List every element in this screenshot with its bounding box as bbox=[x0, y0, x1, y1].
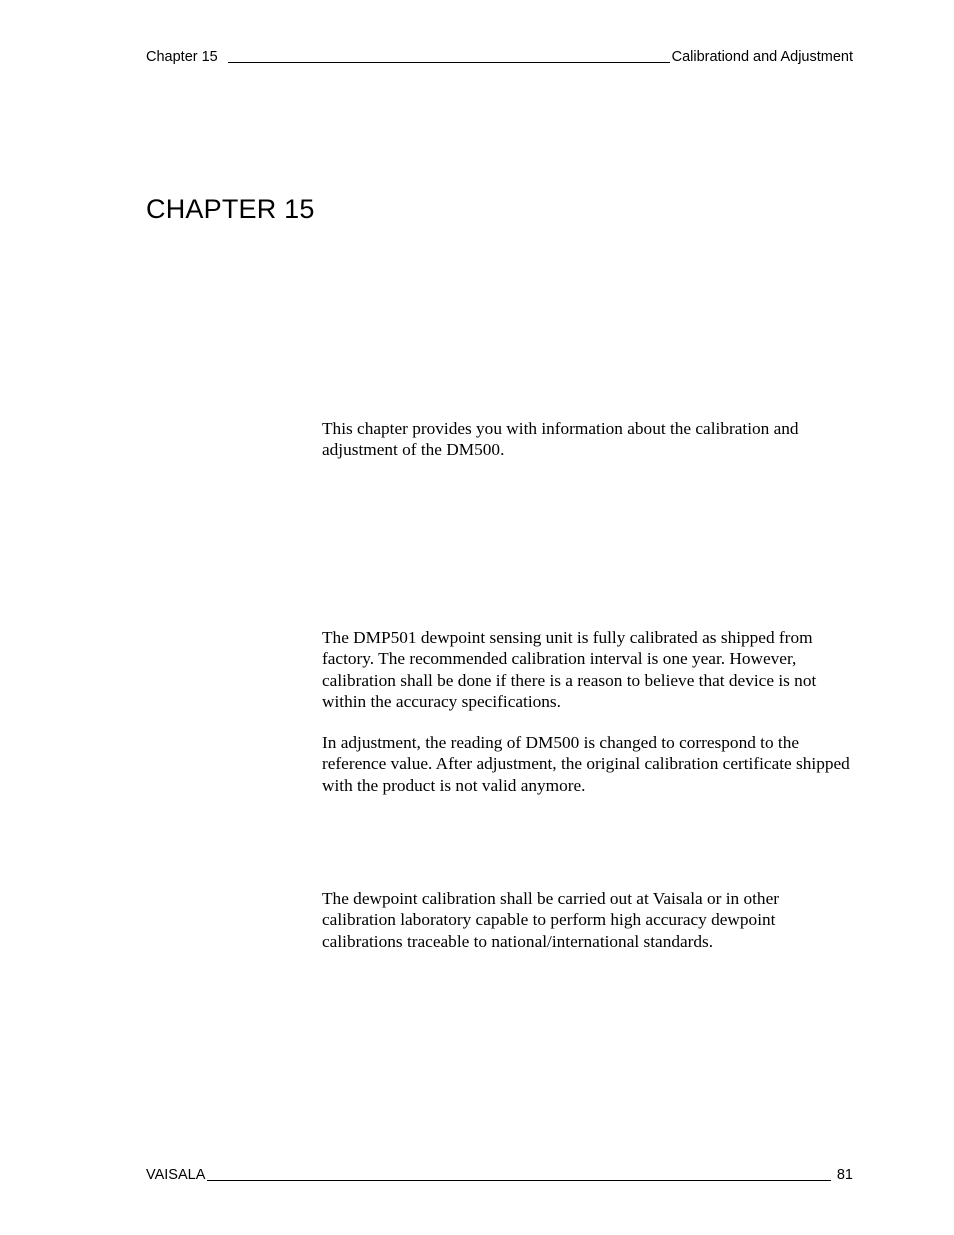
page-footer bbox=[146, 1166, 853, 1184]
sensing-unit-paragraph: The DMP501 dewpoint sensing unit is fully calibrated as shipped from factory. The recommended calibration interval is one year. However, calibration shall be done if there is a reason to believe that device is not within the accuracy specifications. bbox=[322, 628, 817, 711]
intro-paragraph: This chapter provides you with information about the calibration and adjustment of the DM500. bbox=[322, 419, 799, 460]
chapter-heading: CHAPTER 15 bbox=[146, 194, 315, 224]
header-rule bbox=[228, 62, 670, 63]
page-number: 81 bbox=[836, 1167, 853, 1183]
header-section-title: Calibrationd and Adjustment bbox=[671, 49, 853, 65]
footer-company: VAISALA bbox=[146, 1167, 206, 1183]
adjustment-paragraph: In adjustment, the reading of DM500 is changed to correspond to the reference value. After adjustment, the original calibration certificate shipped with the product is not valid anymore. bbox=[322, 733, 850, 795]
header-chapter-label: Chapter 15 bbox=[146, 49, 218, 65]
footer-rule bbox=[207, 1180, 830, 1181]
page-header bbox=[146, 48, 853, 66]
laboratory-paragraph: The dewpoint calibration shall be carried out at Vaisala or in other calibration laboratory capable to perform high accuracy dewpoint calibrations traceable to national/international standards. bbox=[322, 889, 779, 951]
